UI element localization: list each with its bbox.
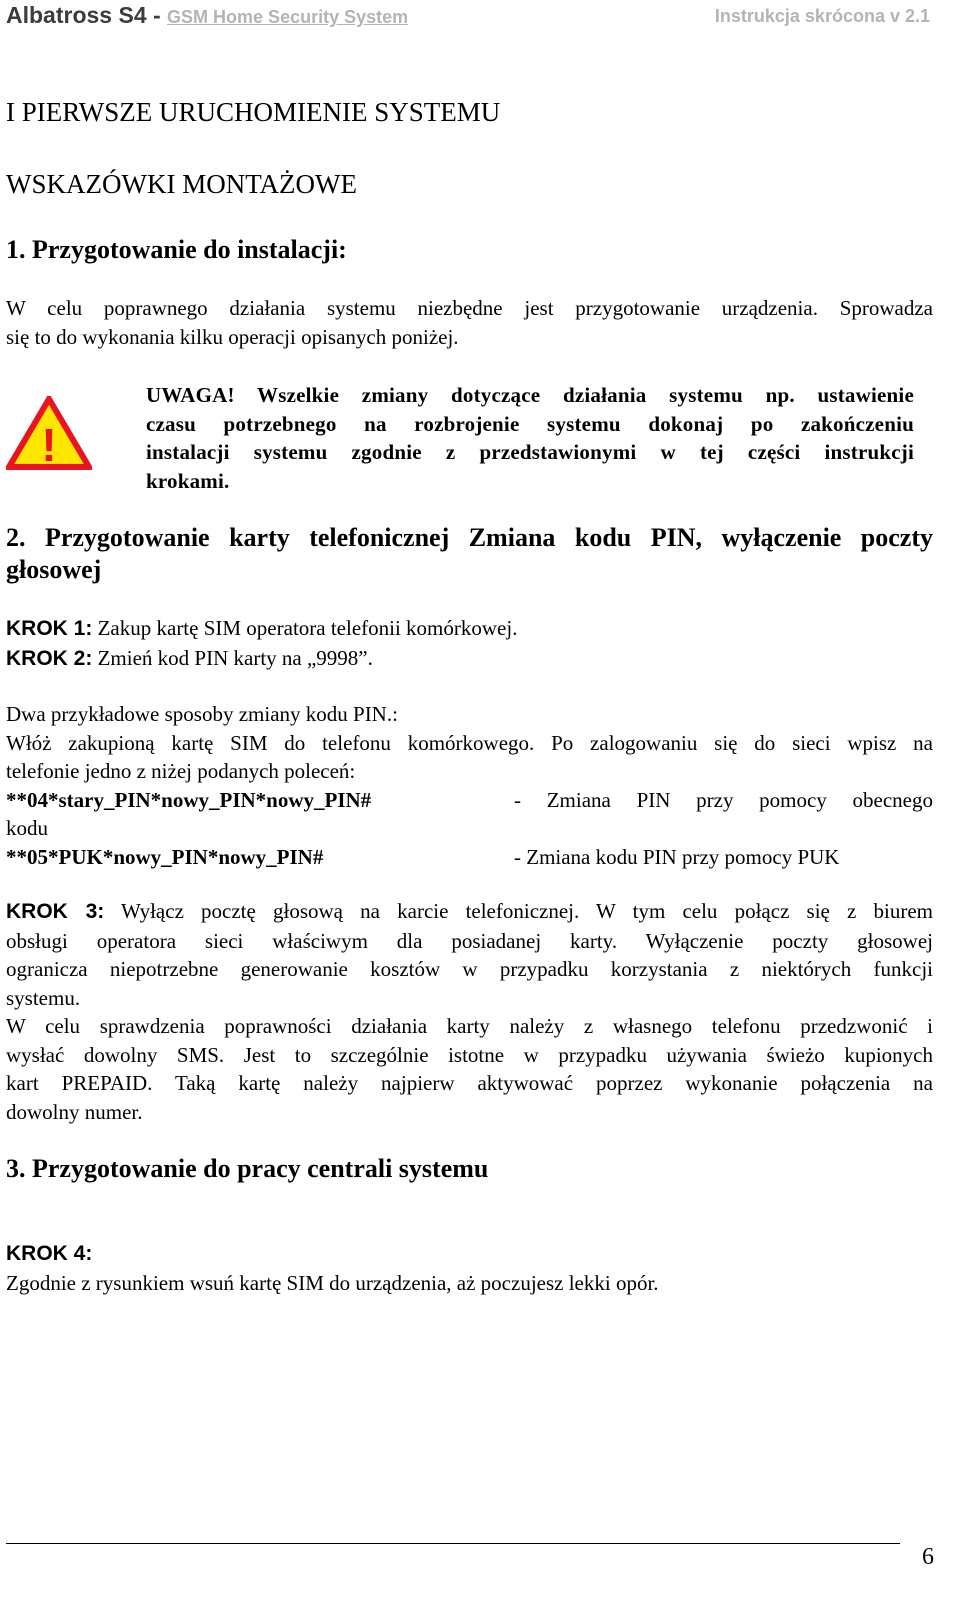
command-row [6, 843, 933, 872]
command-code: **04*stary_PIN*nowy_PIN*nowy_PIN# [6, 787, 372, 812]
heading-first-startup: I PIERWSZE URUCHOMIENIE SYSTEMU [6, 97, 501, 127]
heading-installation-tips: WSKAZÓWKI MONTAŻOWE [6, 169, 358, 199]
header-brand [6, 2, 408, 29]
pin-instructions [6, 700, 933, 871]
text-line: się to do wykonania kilku operacji opisanych poniżej. [6, 324, 459, 349]
header-doc-version: Instrukcja skrócona v 2.1 [714, 6, 930, 26]
krok-3-text: Wyłącz pocztę głosową na karcie telefonicznej. W tym celu połącz się z biurem [104, 899, 933, 923]
text-line: ogranicza niepotrzebne generowanie kosztów w przypadku korzystania z niektórych funkcji [6, 957, 933, 981]
warning-line: czasu potrzebnego na rozbrojenie systemu dokonaj po zakończeniu [146, 411, 914, 436]
command-code: **05*PUK*nowy_PIN*nowy_PIN# [6, 844, 324, 869]
text-line: Włóż zakupioną kartę SIM do telefonu komórkowego. Po zalogowaniu się do sieci wpisz na [6, 730, 933, 755]
text-line: obsługi operatora sieci właściwym dla posiadanej karty. Wyłączenie poczty głosowej [6, 928, 933, 953]
text-line: dowolny numer. [6, 1099, 143, 1124]
command-row [6, 786, 933, 815]
warning-icon-symbol: ! [41, 419, 57, 470]
title-line: 2. Przygotowanie karty telefonicznej Zmiana kodu PIN, wyłączenie poczty [6, 523, 933, 552]
text-line: telefonie jedno z niżej podanych poleceń: [6, 759, 356, 783]
krok-1-text: Zakup kartę SIM operatora telefonii komórkowej. [92, 616, 518, 640]
section-3-title: 3. Przygotowanie do pracy centrali systemu [6, 1154, 489, 1183]
krok-1-2 [6, 614, 933, 673]
krok-1-label: KROK 1: [6, 617, 93, 640]
text-line: systemu. [6, 985, 81, 1010]
section-1-paragraph [6, 294, 933, 351]
text-line: wysłać dowolny SMS. Jest to szczególnie istotne w przypadku używania świeżo kupionych [6, 1042, 933, 1067]
warning-line: krokami. [146, 468, 230, 493]
section-1-title: 1. Przygotowanie do instalacji: [6, 235, 347, 264]
command-desc: - Zmiana kodu PIN przy pomocy PUK [514, 844, 840, 869]
warning-line: UWAGA! Wszelkie zmiany dotyczące działania systemu np. ustawienie [146, 383, 914, 407]
warning-line: instalacji systemu zgodnie z przedstawionymi w tej części instrukcji [146, 440, 914, 464]
krok-3 [6, 897, 933, 1126]
pin-intro: Dwa przykładowe sposoby zmiany kodu PIN.: [6, 702, 398, 726]
command-desc-wrap: kodu [6, 816, 48, 840]
krok-3-label: KROK 3: [6, 900, 105, 923]
warning-text [146, 381, 914, 495]
krok-4 [6, 1240, 933, 1297]
warning-icon [6, 396, 92, 470]
brand-subtitle: GSM Home Security System [167, 7, 409, 27]
footer-divider [6, 1543, 900, 1544]
page-number: 6 [922, 1544, 934, 1570]
section-2-title [6, 522, 933, 586]
krok-4-label: KROK 4: [6, 1242, 93, 1265]
text-line [6, 897, 933, 927]
krok-2 [6, 644, 933, 674]
text-line: kart PREPAID. Taką kartę należy najpierw aktywować poprzez wykonanie połączenia na [6, 1071, 933, 1095]
page-header [6, 2, 930, 36]
krok-2-text: Zmień kod PIN karty na „9998”. [92, 645, 373, 670]
krok-2-label: KROK 2: [6, 646, 93, 670]
title-line: głosowej [6, 555, 102, 584]
krok-1 [6, 614, 933, 644]
text-line: W celu sprawdzenia poprawności działania karty należy z własnego telefonu przedzwonić i [6, 1014, 933, 1038]
brand-title: Albatross S4 - [6, 2, 168, 28]
command-desc: - Zmiana PIN przy pomocy obecnego [514, 787, 933, 812]
krok-4-text: Zgodnie z rysunkiem wsuń kartę SIM do urządzenia, aż poczujesz lekki opór. [6, 1270, 659, 1295]
text-line: W celu poprawnego działania systemu niezbędne jest przygotowanie urządzenia. Sprowadza [6, 296, 933, 320]
